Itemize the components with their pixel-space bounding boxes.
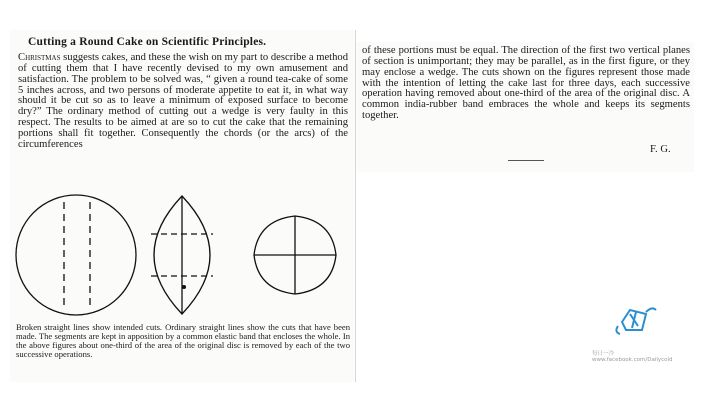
watermark-logo: [612, 300, 660, 340]
figure-3-rounded-square-cuts: [254, 216, 336, 294]
watermark-url: www.facebook.com/Dailycold: [592, 357, 673, 363]
figure-1-circle-parallel-cuts: [16, 195, 136, 315]
article-body-right: of these portions must be equal. The direction of the first two vertical planes of section is unimportant; they may be parallel, as in the first figure, or they may enclose a wedge. The cuts shown on the figures represent those made with the intention of letting the cake last for three days, each successive operation having removed about one-third of the area of the original disc. A common india-rubber band embraces the whole and keeps its segments together.: [362, 45, 690, 122]
end-rule: [508, 160, 544, 161]
figure-2-lens-cuts: [151, 196, 213, 314]
figure-caption: Broken straight lines show intended cuts. Ordinary straight lines show the cuts that have been made. The segments are kept in apposition by a common elastic band that encloses the whole. In the above figures about one-third of the area of the original disc is removed by each of the two successive operations.: [16, 322, 350, 359]
article-title: Cutting a Round Cake on Scientific Principles.: [28, 36, 267, 48]
watermark-chinese: 每日一冷: [592, 351, 615, 357]
signature: F. G.: [650, 144, 671, 155]
lead-word: Christmas: [18, 52, 61, 63]
body-left-text: suggests cakes, and these the wish on my part to describe a method of cutting them that I have recently devised to my own amusement and satisfaction. The problem to be solved was, “ given a round tea-cake of some 5 inches across, and two persons of moderate appetite to eat it, in what way should it be cut so as to leave a minimum of exposed surface to become dry?” The ordinary method of cutting out a wedge is very faulty in this respect. The results to be aimed at are so to cut the cake that the remaining portions shall fit together. Consequently the chords (or the arcs) of the circumferences: [18, 52, 348, 150]
cake-figures: [12, 192, 352, 318]
article-body-left: [18, 53, 348, 151]
